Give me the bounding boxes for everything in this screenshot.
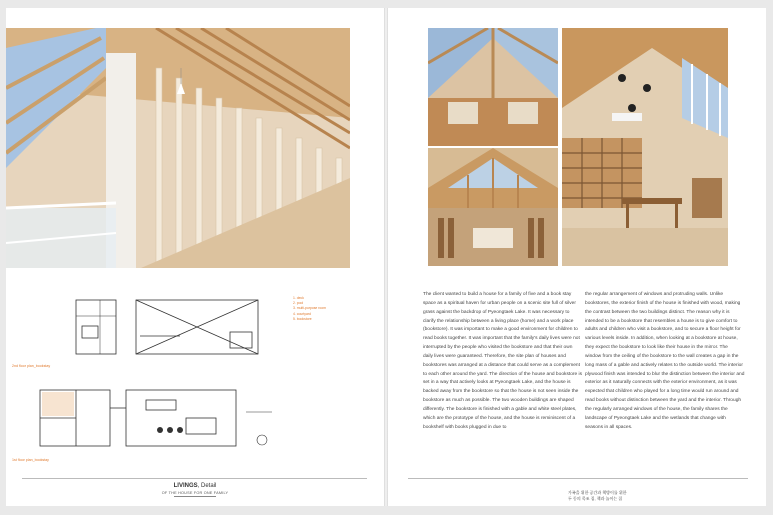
brand-tail: Detail (201, 483, 217, 489)
first-floor-plan (36, 378, 276, 454)
korean-caption-line-2: 두 동의 목조 집, 책과 놀이는 집 (568, 496, 623, 501)
magazine-brand (6, 483, 384, 489)
korean-caption-line-1: 가족을 위한 공간과 책방이를 위한 (568, 490, 627, 495)
subtitle-divider (174, 496, 216, 497)
legend-item: 1. deck (293, 296, 304, 300)
plan-legend (293, 296, 326, 322)
left-page (6, 8, 384, 506)
footer-divider (408, 478, 748, 479)
photo-glass-gable (428, 28, 558, 146)
body-paragraph-2: the regular arrangement of windows and protruding walls. Unlike bookstores, the exterior finish of the house is finished with wood, making the contrast between the two buildings distinct. The reason why it is intended to be a bookstore that resembles a house is to give comfort to adults and children who visit a bookstore, and to secure a floor height for various levels inside. In addition, when looking at a bookstore at house, they expect the bookstore to look like their house in the mirror. The window from the ceiling of the bookstore to the wall creates a gap in the long mass of a gable and actively relates to the outside world. The interior plywood finish was intended to blur the distinction between the interior and exterior as it naturally connects with the exterior environment, as it was expected that children who played for a long time would run around and read books without distinction between the yard and the interior. Through the regularly arranged windows of the house, the family shares the landscape of Pyeongtaek Lake and the wetlands that change with seasons in all spaces. (585, 292, 745, 430)
interior-photo-stair (6, 28, 350, 268)
brand-separator: , (197, 483, 201, 489)
body-paragraph-1: The client wanted to build a house for a family of five and a book stay space as a spiritual haven for urban people on a scenic site full of silver grass against the backdrop of Pyeongtaek Lake. It was necessary to clarify the relationship between a living place (home) and a work place (bookstore). It was important to make a good environment for children to read books together. It was important that the family's daily lives were not interrupted by the people who visited the bookstore and that their own daily lives were guaranteed. Therefore, the site plan of houses and bookstores was arranged at a distance that could serve as a complement to each other around the yard. The direction of the house and bookstore is set in a way that actively looks at Pyeongtaek Lake, and the house is backed away from the bookstore so that the house is not seen inside the bookstore as much as possible. The two wooden buildings are shaped differently. The bookstore is finished with a gable and white steel plates, which are the prototype of the house, and the house is reminiscent of a bookshelf with books plugged in due to (423, 292, 583, 430)
body-text-column-2 (585, 291, 745, 433)
legend-item: 4. courtyard (293, 311, 311, 316)
body-text-column-1 (423, 291, 583, 433)
second-floor-plan (70, 296, 270, 358)
second-floor-plan-label: 2nd floor plan_bookstay (12, 364, 51, 368)
section-subtitle: OF THE HOUSE FOR ONE FAMILY (161, 491, 229, 495)
photo-library-room (562, 28, 728, 266)
first-floor-plan-label: 1st floor plan_bookstay (12, 458, 49, 462)
legend-item: 3. multi-purpose room (293, 306, 326, 311)
legend-item: 2. pool (293, 301, 304, 306)
legend-item: 5. bookstore (293, 316, 312, 321)
brand-main: LIVINGS (173, 483, 198, 489)
right-page (388, 8, 766, 506)
footer-divider (22, 478, 367, 479)
photo-gable-interior (428, 148, 558, 266)
